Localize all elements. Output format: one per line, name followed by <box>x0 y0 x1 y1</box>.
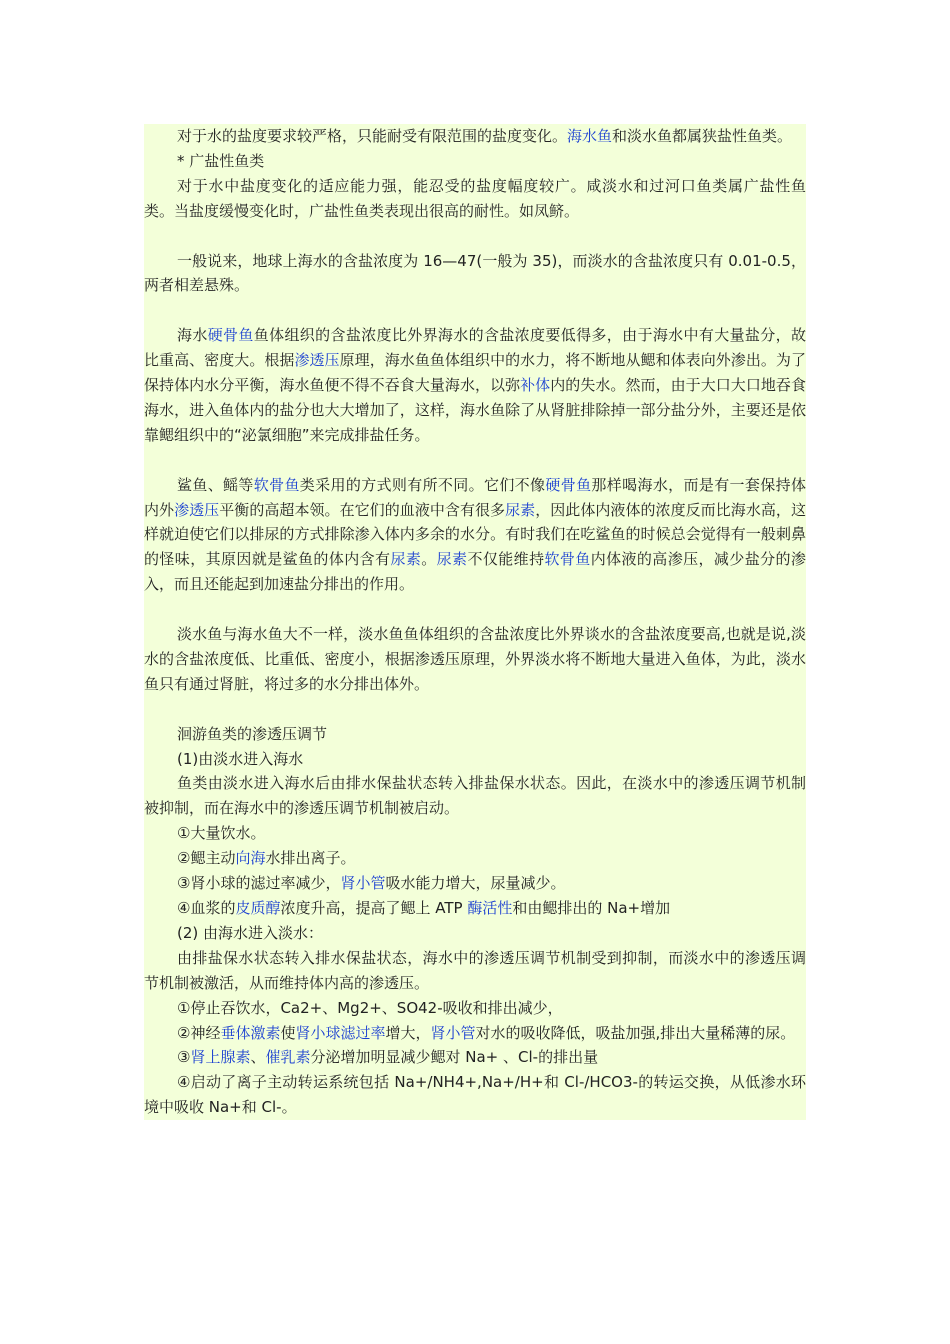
list-item-fresh-to-sea-3 <box>144 871 806 896</box>
text: 使 <box>280 1023 296 1042</box>
subheading-fresh-to-sea: (1)由淡水进入海水 <box>177 749 304 768</box>
text: 对于水的盐度要求较严格，只能耐受有限范围的盐度变化。 <box>177 127 568 145</box>
link-renal-tubule[interactable]: 肾小管 <box>340 874 386 893</box>
link-osmotic-pressure[interactable]: 渗透压 <box>294 351 340 370</box>
link-prolactin[interactable]: 催乳素 <box>265 1048 311 1067</box>
spacer <box>144 298 806 323</box>
paragraph-freshwater-fish: 淡水鱼与海水鱼大不一样，淡水鱼鱼体组织的含盐浓度比外界谈水的含盐浓度要高,也就是说,淡水的含盐浓度低、比重低、密度小，根据渗透压原理，外界淡水将不断地大量进入鱼体，为此，淡水鱼只有通过肾脏，将过多的水分排出体外。 <box>144 625 806 693</box>
text: 原理，海水鱼鱼体组织中的水力，将不断地从鳃和体表向外渗出。为了保持体内水分平衡，海水鱼便不得不吞食大量海水，以弥 <box>144 351 806 395</box>
link-urea[interactable]: 尿素 <box>390 550 422 569</box>
text: ④血浆的 <box>177 899 236 918</box>
list-item-sea-to-fresh-1: ①停止吞饮水，Ca2+、Mg2+、SO42-吸收和排出减少， <box>177 998 563 1017</box>
list-item-fresh-to-sea-2 <box>144 846 806 871</box>
article-body <box>144 124 806 1120</box>
section-title-migratory-fish: 洄游鱼类的渗透压调节 <box>177 724 328 743</box>
link-seawater-fish[interactable]: 海水鱼 <box>567 127 613 145</box>
text: 。 <box>421 550 437 569</box>
link-urea[interactable]: 尿素 <box>505 500 536 519</box>
text: 对水的吸收降低，吸盐加强,排出大量稀薄的尿。 <box>475 1023 796 1042</box>
list-item-sea-to-fresh-2 <box>144 1021 806 1046</box>
link-cartilaginous-fish[interactable]: 软骨鱼 <box>253 475 300 494</box>
link-pituitary-hormone[interactable]: 垂体激素 <box>220 1023 281 1042</box>
text: 鲨鱼、鳐等 <box>177 475 254 494</box>
text: ③ <box>177 1048 191 1067</box>
text: 增大， <box>385 1023 431 1042</box>
link-complement[interactable]: 补体 <box>520 376 551 395</box>
paragraph-seawater-bony-fish <box>144 323 806 448</box>
paragraph-narrow-salinity <box>144 124 806 149</box>
text: 不仅能维持 <box>467 550 545 569</box>
text: 水排出离子。 <box>265 849 356 868</box>
text: 海水 <box>177 326 208 345</box>
link-adrenaline[interactable]: 肾上腺素 <box>190 1048 251 1067</box>
subheading-sea-to-fresh: (2) 由海水进入淡水： <box>177 923 324 942</box>
text: ，因此体内液体的浓度反而比海水高，这样就迫使它们以排尿的方式排除渗入体内多余的水分。有时我们在吃鲨鱼的时候总会觉得有一般刺鼻的怪味，其原因就是鲨鱼的体内含有 <box>144 500 806 569</box>
link-toward-sea[interactable]: 向海 <box>235 849 266 868</box>
text: 内体液的高渗压，减少盐分的渗入，而且还能起到加速盐分排出的作用。 <box>144 550 806 594</box>
spacer <box>144 597 806 622</box>
link-glomerular-filtration-rate[interactable]: 肾小球滤过率 <box>295 1023 386 1042</box>
link-cartilaginous-fish[interactable]: 软骨鱼 <box>544 550 591 569</box>
paragraph-fresh-to-sea: 鱼类由淡水进入海水后由排水保盐状态转入排盐保水状态。因此，在淡水中的渗透压调节机制被抑制，而在海水中的渗透压调节机制被启动。 <box>144 774 806 818</box>
link-cortisol[interactable]: 皮质醇 <box>235 899 281 918</box>
spacer <box>144 448 806 473</box>
link-bony-fish[interactable]: 硬骨鱼 <box>207 326 254 345</box>
link-enzyme-activity[interactable]: 酶活性 <box>467 899 513 918</box>
paragraph-salt-concentration: 一般说来，地球上海水的含盐浓度为 16—47(一般为 35)，而淡水的含盐浓度只有 0.01-0.5，两者相差悬殊。 <box>144 251 806 295</box>
paragraph-sea-to-fresh: 由排盐保水状态转入排水保盐状态，海水中的渗透压调节机制受到抑制，而淡水中的渗透压调节机制被激活，从而维持体内高的渗透压。 <box>144 948 806 992</box>
list-item-fresh-to-sea-1: ①大量饮水。 <box>177 824 266 843</box>
paragraph-cartilaginous-fish <box>144 473 806 598</box>
text: 分泌增加明显减少鳃对 Na+ 、Cl-的排出量 <box>310 1048 599 1067</box>
text: 、 <box>250 1048 266 1067</box>
spacer <box>144 697 806 722</box>
text: 内的失水。然而，由于大口大口地吞食海水，进入鱼体内的盐分也大大增加了，这样，海水鱼除了从肾脏排除掉一部分盐分外，主要还是依靠鳃组织中的“泌氯细胞”来完成排盐任务。 <box>144 376 806 444</box>
text: 浓度升高，提高了鳃上 ATP <box>280 899 468 918</box>
link-bony-fish[interactable]: 硬骨鱼 <box>545 475 592 494</box>
text: 和由鳃排出的 Na+增加 <box>512 899 671 918</box>
link-osmotic-pressure[interactable]: 渗透压 <box>174 500 220 519</box>
text: ③肾小球的滤过率减少， <box>177 874 341 893</box>
heading-wide-salinity-fish: * 广盐性鱼类 <box>177 151 265 170</box>
text: ②鳃主动 <box>177 849 236 868</box>
text: 吸水能力增大，尿量减少。 <box>385 874 566 893</box>
text: 那样喝海水，而是有一套保持体内外 <box>144 475 806 519</box>
paragraph-wide-salinity: 对于水中盐度变化的适应能力强，能忍受的盐度幅度较广。咸淡水和过河口鱼类属广盐性鱼类。当盐度缓慢变化时，广盐性鱼类表现出很高的耐性。如凤鲚。 <box>144 176 806 220</box>
list-item-sea-to-fresh-3 <box>144 1045 806 1070</box>
link-renal-tubule[interactable]: 肾小管 <box>430 1023 476 1042</box>
text: 和淡水鱼都属狭盐性鱼类。 <box>612 127 793 145</box>
spacer <box>144 224 806 249</box>
link-urea[interactable]: 尿素 <box>436 550 468 569</box>
list-item-fresh-to-sea-4 <box>144 896 806 921</box>
text: 平衡的高超本领。在它们的血液中含有很多 <box>219 500 506 519</box>
text: 鱼体组织的含盐浓度比外界海水的含盐浓度要低得多，由于海水中有大量盐分，故比重高、密度大。根据 <box>144 326 806 370</box>
text: 类采用的方式则有所不同。它们不像 <box>299 475 546 494</box>
text: ②神经 <box>177 1023 221 1042</box>
list-item-sea-to-fresh-4: ④启动了离子主动转运系统包括 Na+/NH4+,Na+/H+和 Cl-/HCO3-的转运交换，从低渗水环境中吸收 Na+和 Cl-。 <box>144 1073 806 1117</box>
